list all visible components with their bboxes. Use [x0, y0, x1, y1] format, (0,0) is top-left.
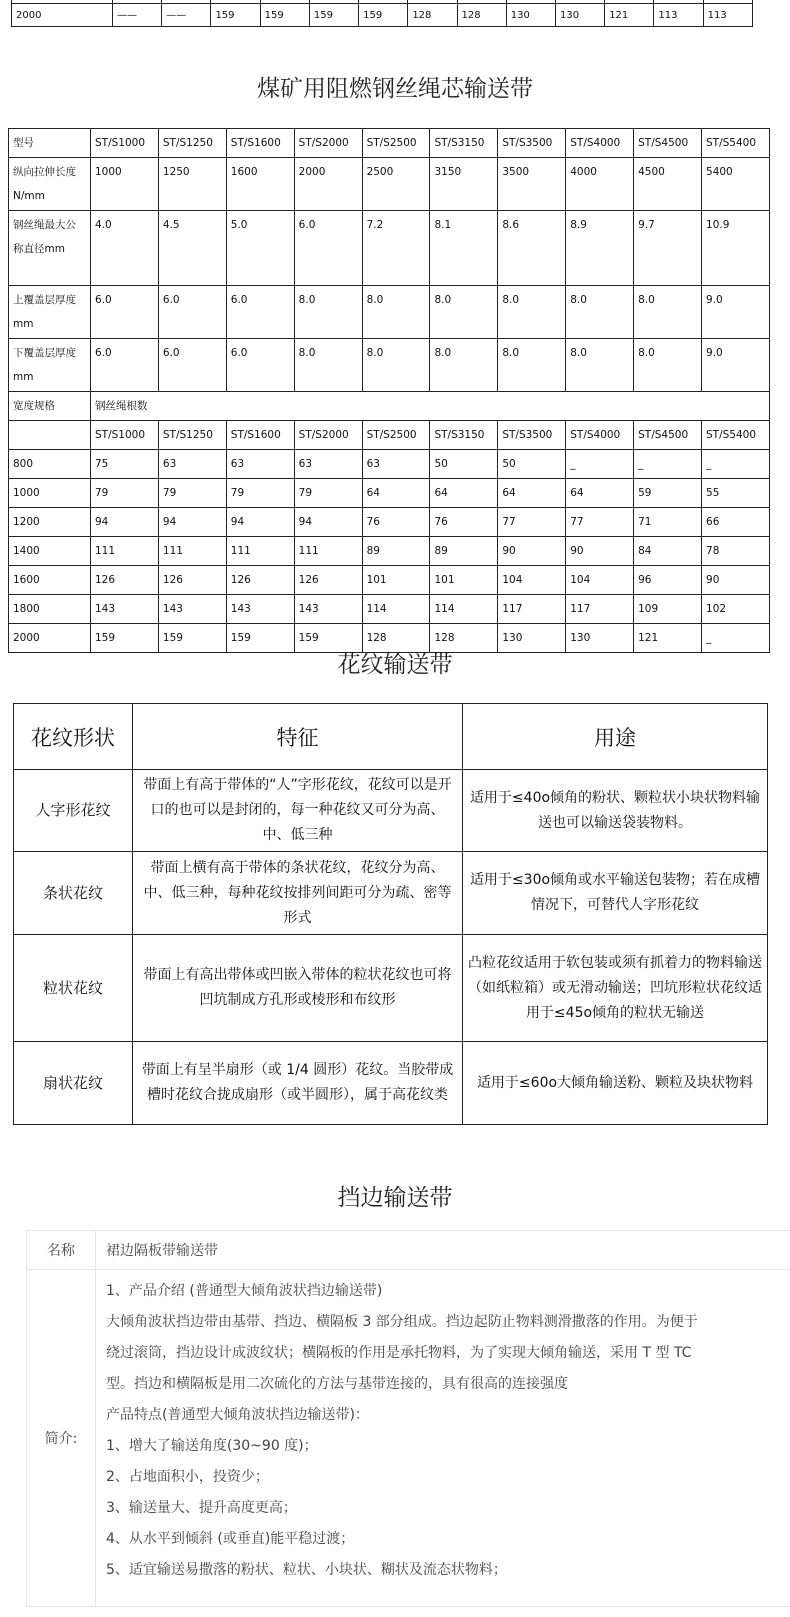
table-cell: 带面上有高于带体的“人”字形花纹，花纹可以是开口的也可以是封闭的，每一种花纹又可分为高、中、低三种: [133, 770, 463, 852]
table-cell: 50: [498, 450, 566, 479]
intro-value: [96, 1270, 790, 1607]
intro-line: 1、产品介绍 (普通型大倾角波状挡边输送带): [106, 1283, 383, 1299]
table-row: [9, 158, 770, 211]
table-cell: 带面上有高出带体或凹嵌入带体的粒状花纹也可将凹坑制成方孔形或棱形和布纹形: [133, 935, 463, 1042]
table-cell: 6.0: [158, 286, 226, 339]
table-cell: 76: [362, 508, 430, 537]
table-cell: 适用于≤60o大倾角输送粉、颗粒及块状物料: [463, 1042, 768, 1125]
table-cell: 94: [91, 508, 159, 537]
table-cell: 63: [294, 450, 362, 479]
table-cell: 159: [211, 4, 260, 27]
table-cell: 121: [634, 624, 702, 653]
table-cell: 下覆盖层厚度mm: [9, 339, 91, 392]
table-cell: 128: [362, 624, 430, 653]
table-cell: 114: [362, 595, 430, 624]
table-cell: 3150: [430, 158, 498, 211]
intro-line: 3、输送量大、提升高度更高；: [106, 1500, 297, 1516]
table-cell: 128: [430, 624, 498, 653]
table-cell: 6.0: [158, 339, 226, 392]
table-cell: 800: [9, 450, 91, 479]
table-cell: 130: [506, 4, 555, 27]
table-cell: 90: [498, 537, 566, 566]
table-cell: 9.0: [702, 286, 770, 339]
table-cell: ST/S5400: [702, 421, 770, 450]
table-cell: 111: [226, 537, 294, 566]
table-cell: 6.0: [226, 286, 294, 339]
table-row: [14, 770, 768, 852]
top-spec-table: [11, 0, 753, 27]
intro-line: 4、从水平到倾斜 (或垂直)能平稳过渡；: [106, 1531, 355, 1547]
table-cell: 109: [634, 595, 702, 624]
intro-line: 绕过滚筒，挡边设计成波纹状；横隔板的作用是承托物料，为了实现大倾角输送，采用 T 型 TC: [106, 1345, 692, 1361]
table-cell: 1600: [226, 158, 294, 211]
table-cell: [9, 421, 91, 450]
table-cell: 钢丝绳最大公称直径mm: [9, 211, 91, 286]
table-cell: 扇状花纹: [14, 1042, 133, 1125]
table-row: [9, 508, 770, 537]
column-header: 特征: [133, 704, 463, 770]
table-cell: 75: [91, 450, 159, 479]
table-cell: 117: [498, 595, 566, 624]
section-title-steel-cord: 煤矿用阻燃钢丝绳芯输送带: [257, 76, 533, 102]
table-cell: ST/S2500: [362, 129, 430, 158]
table-cell: ST/S3150: [430, 129, 498, 158]
table-cell: 1400: [9, 537, 91, 566]
table-cell: 114: [430, 595, 498, 624]
table-cell: 143: [91, 595, 159, 624]
table-row: [9, 537, 770, 566]
table-cell: 9.7: [634, 211, 702, 286]
table-cell: 4.5: [158, 211, 226, 286]
table-cell: 型号: [9, 129, 91, 158]
table-cell: 89: [430, 537, 498, 566]
table-cell: 1600: [9, 566, 91, 595]
table-cell: 59: [634, 479, 702, 508]
intro-row: [27, 1270, 790, 1607]
table-cell: 带面上有呈半扇形（或 1/4 圆形）花纹。当胶带成槽时花纹合拢成扇形（或半圆形），属于高花纹类: [133, 1042, 463, 1125]
table-cell: 159: [260, 4, 309, 27]
table-cell: 63: [158, 450, 226, 479]
width-label: 宽度规格: [9, 392, 91, 421]
table-cell: 适用于≤40o倾角的粉状、颗粒状小块状物料输送也可以输送袋装物料。: [463, 770, 768, 852]
table-cell: ——: [113, 4, 162, 27]
table-cell: 76: [430, 508, 498, 537]
table-cell: 50: [430, 450, 498, 479]
table-cell: ST/S4000: [566, 129, 634, 158]
table-cell: 79: [294, 479, 362, 508]
table-cell: 113: [703, 4, 752, 27]
table-cell: 111: [294, 537, 362, 566]
sidewall-belt-table: [26, 1230, 790, 1607]
table-cell: 8.0: [294, 339, 362, 392]
table-cell: 9.0: [702, 339, 770, 392]
table-cell: 90: [566, 537, 634, 566]
name-label: 名称: [27, 1231, 96, 1270]
section-title-sidewall: 挡边输送带: [337, 1185, 453, 1211]
table-cell: 2500: [362, 158, 430, 211]
table-row: [9, 479, 770, 508]
table-cell: 89: [362, 537, 430, 566]
table-cell: ST/S1250: [158, 421, 226, 450]
table-cell: _: [634, 450, 702, 479]
table-cell: 8.0: [566, 339, 634, 392]
table-cell: 104: [566, 566, 634, 595]
section-title-pattern: 花纹输送带: [337, 652, 453, 678]
table-cell: 2000: [9, 624, 91, 653]
table-cell: 1200: [9, 508, 91, 537]
table-cell: 79: [226, 479, 294, 508]
intro-label: 简介:: [27, 1270, 96, 1607]
table-cell: 6.0: [226, 339, 294, 392]
table-cell: 8.0: [634, 339, 702, 392]
table-cell: 8.0: [634, 286, 702, 339]
table-row: [9, 286, 770, 339]
table-cell: ST/S3150: [430, 421, 498, 450]
table-cell: 159: [359, 4, 408, 27]
intro-line: 1、增大了输送角度(30~90 度)；: [106, 1438, 318, 1454]
table-cell: 130: [498, 624, 566, 653]
table-cell: 79: [91, 479, 159, 508]
column-header: 用途: [463, 704, 768, 770]
intro-line: 2、占地面积小，投资少；: [106, 1469, 269, 1485]
table-cell: 5400: [702, 158, 770, 211]
table-cell: 111: [158, 537, 226, 566]
table-cell: 7.2: [362, 211, 430, 286]
table-cell: 130: [555, 4, 604, 27]
table-cell: 78: [702, 537, 770, 566]
table-row: [9, 421, 770, 450]
table-cell: 143: [226, 595, 294, 624]
table-cell: 84: [634, 537, 702, 566]
table-cell: 粒状花纹: [14, 935, 133, 1042]
table-cell: 64: [430, 479, 498, 508]
table-cell: 2000: [12, 4, 113, 27]
table-cell: 102: [702, 595, 770, 624]
name-row: [27, 1231, 790, 1270]
intro-line: 型。挡边和横隔板是用二次硫化的方法与基带连接的，具有很高的连接强度: [106, 1376, 568, 1392]
table-row: [14, 852, 768, 935]
table-cell: ST/S2000: [294, 421, 362, 450]
table-cell: 1000: [91, 158, 159, 211]
table-cell: 8.0: [362, 286, 430, 339]
table-cell: ST/S2000: [294, 129, 362, 158]
table-cell: 8.0: [430, 286, 498, 339]
table-cell: 71: [634, 508, 702, 537]
table-cell: 159: [226, 624, 294, 653]
table-cell: 条状花纹: [14, 852, 133, 935]
table-cell: 1000: [9, 479, 91, 508]
table-cell: 79: [158, 479, 226, 508]
table-cell: 8.0: [566, 286, 634, 339]
table-cell: 55: [702, 479, 770, 508]
table-cell: ST/S4000: [566, 421, 634, 450]
table-cell: 5.0: [226, 211, 294, 286]
table-cell: ST/S1250: [158, 129, 226, 158]
table-cell: 117: [566, 595, 634, 624]
table-cell: ST/S1000: [91, 129, 159, 158]
table-cell: 111: [91, 537, 159, 566]
table-row: [14, 935, 768, 1042]
table-cell: 4500: [634, 158, 702, 211]
table-cell: 94: [226, 508, 294, 537]
table-row: [9, 211, 770, 286]
table-cell: 8.1: [430, 211, 498, 286]
table-cell: 8.0: [362, 339, 430, 392]
table-cell: 94: [294, 508, 362, 537]
table-cell: ST/S1000: [91, 421, 159, 450]
table-cell: 6.0: [91, 286, 159, 339]
table-row: [9, 392, 770, 421]
table-cell: 101: [430, 566, 498, 595]
table-cell: 159: [91, 624, 159, 653]
table-cell: 126: [294, 566, 362, 595]
table-cell: 1800: [9, 595, 91, 624]
table-cell: 90: [702, 566, 770, 595]
table-cell: 8.6: [498, 211, 566, 286]
table-row: [9, 566, 770, 595]
table-cell: 4000: [566, 158, 634, 211]
name-value: 裙边隔板带输送带: [96, 1231, 790, 1270]
table-cell: 66: [702, 508, 770, 537]
table-cell: 104: [498, 566, 566, 595]
table-row: [12, 4, 753, 27]
table-row: [9, 339, 770, 392]
table-cell: ——: [162, 4, 211, 27]
table-cell: _: [702, 450, 770, 479]
intro-line: 5、适宜输送易撒落的粉状、粒状、小块状、糊状及流态状物料；: [106, 1562, 507, 1578]
table-cell: 128: [408, 4, 457, 27]
table-cell: 126: [226, 566, 294, 595]
table-cell: 159: [158, 624, 226, 653]
table-cell: ST/S1600: [226, 129, 294, 158]
steel-cord-belt-table: [8, 128, 770, 653]
table-cell: 121: [605, 4, 654, 27]
table-cell: 143: [294, 595, 362, 624]
table-cell: 适用于≤30o倾角或水平输送包装物；若在成槽情况下，可替代人字形花纹: [463, 852, 768, 935]
table-cell: 94: [158, 508, 226, 537]
table-cell: 10.9: [702, 211, 770, 286]
table-cell: 113: [654, 4, 703, 27]
table-cell: 126: [158, 566, 226, 595]
column-header: 花纹形状: [14, 704, 133, 770]
table-cell: 64: [498, 479, 566, 508]
table-cell: ST/S4500: [634, 129, 702, 158]
table-cell: ST/S3500: [498, 129, 566, 158]
intro-line: 大倾角波状挡边带由基带、挡边、横隔板 3 部分组成。挡边起防止物料测滑撒落的作用。为便于: [106, 1314, 698, 1330]
table-cell: ST/S1600: [226, 421, 294, 450]
pattern-belt-table: [13, 703, 768, 1125]
table-cell: 63: [226, 450, 294, 479]
cord-count-label: 钢丝绳根数: [91, 392, 770, 421]
table-cell: 带面上横有高于带体的条状花纹，花纹分为高、中、低三种，每种花纹按排列间距可分为疏、密等形式: [133, 852, 463, 935]
table-cell: 96: [634, 566, 702, 595]
table-cell: ST/S2500: [362, 421, 430, 450]
table-cell: ST/S4500: [634, 421, 702, 450]
table-cell: 1250: [158, 158, 226, 211]
table-cell: 2000: [294, 158, 362, 211]
table-cell: _: [566, 450, 634, 479]
table-cell: 3500: [498, 158, 566, 211]
table-cell: 64: [566, 479, 634, 508]
table-cell: ST/S5400: [702, 129, 770, 158]
table-cell: 6.0: [294, 211, 362, 286]
table-cell: 8.0: [498, 339, 566, 392]
table-cell: 凸粒花纹适用于软包装或须有抓着力的物料输送（如纸粒箱）或无滑动输送；凹坑形粒状花纹适用于≤45o倾角的粒状无输送: [463, 935, 768, 1042]
table-row: [14, 1042, 768, 1125]
table-row: [9, 450, 770, 479]
table-row: [9, 129, 770, 158]
table-cell: 128: [457, 4, 506, 27]
intro-line: 产品特点(普通型大倾角波状挡边输送带)：: [106, 1407, 369, 1423]
table-cell: 8.9: [566, 211, 634, 286]
table-cell: _: [702, 624, 770, 653]
table-cell: 159: [294, 624, 362, 653]
table-cell: 8.0: [430, 339, 498, 392]
table-cell: 130: [566, 624, 634, 653]
table-cell: 64: [362, 479, 430, 508]
table-cell: 77: [566, 508, 634, 537]
table-cell: 4.0: [91, 211, 159, 286]
table-cell: 8.0: [498, 286, 566, 339]
table-cell: 8.0: [294, 286, 362, 339]
table-cell: 126: [91, 566, 159, 595]
table-header-row: [14, 704, 768, 770]
table-cell: 6.0: [91, 339, 159, 392]
table-cell: 人字形花纹: [14, 770, 133, 852]
table-row: [9, 595, 770, 624]
table-cell: 143: [158, 595, 226, 624]
table-cell: 63: [362, 450, 430, 479]
table-cell: 159: [309, 4, 358, 27]
table-cell: 纵向拉伸长度N/mm: [9, 158, 91, 211]
table-cell: 77: [498, 508, 566, 537]
table-cell: 上覆盖层厚度mm: [9, 286, 91, 339]
table-cell: 101: [362, 566, 430, 595]
table-cell: ST/S3500: [498, 421, 566, 450]
